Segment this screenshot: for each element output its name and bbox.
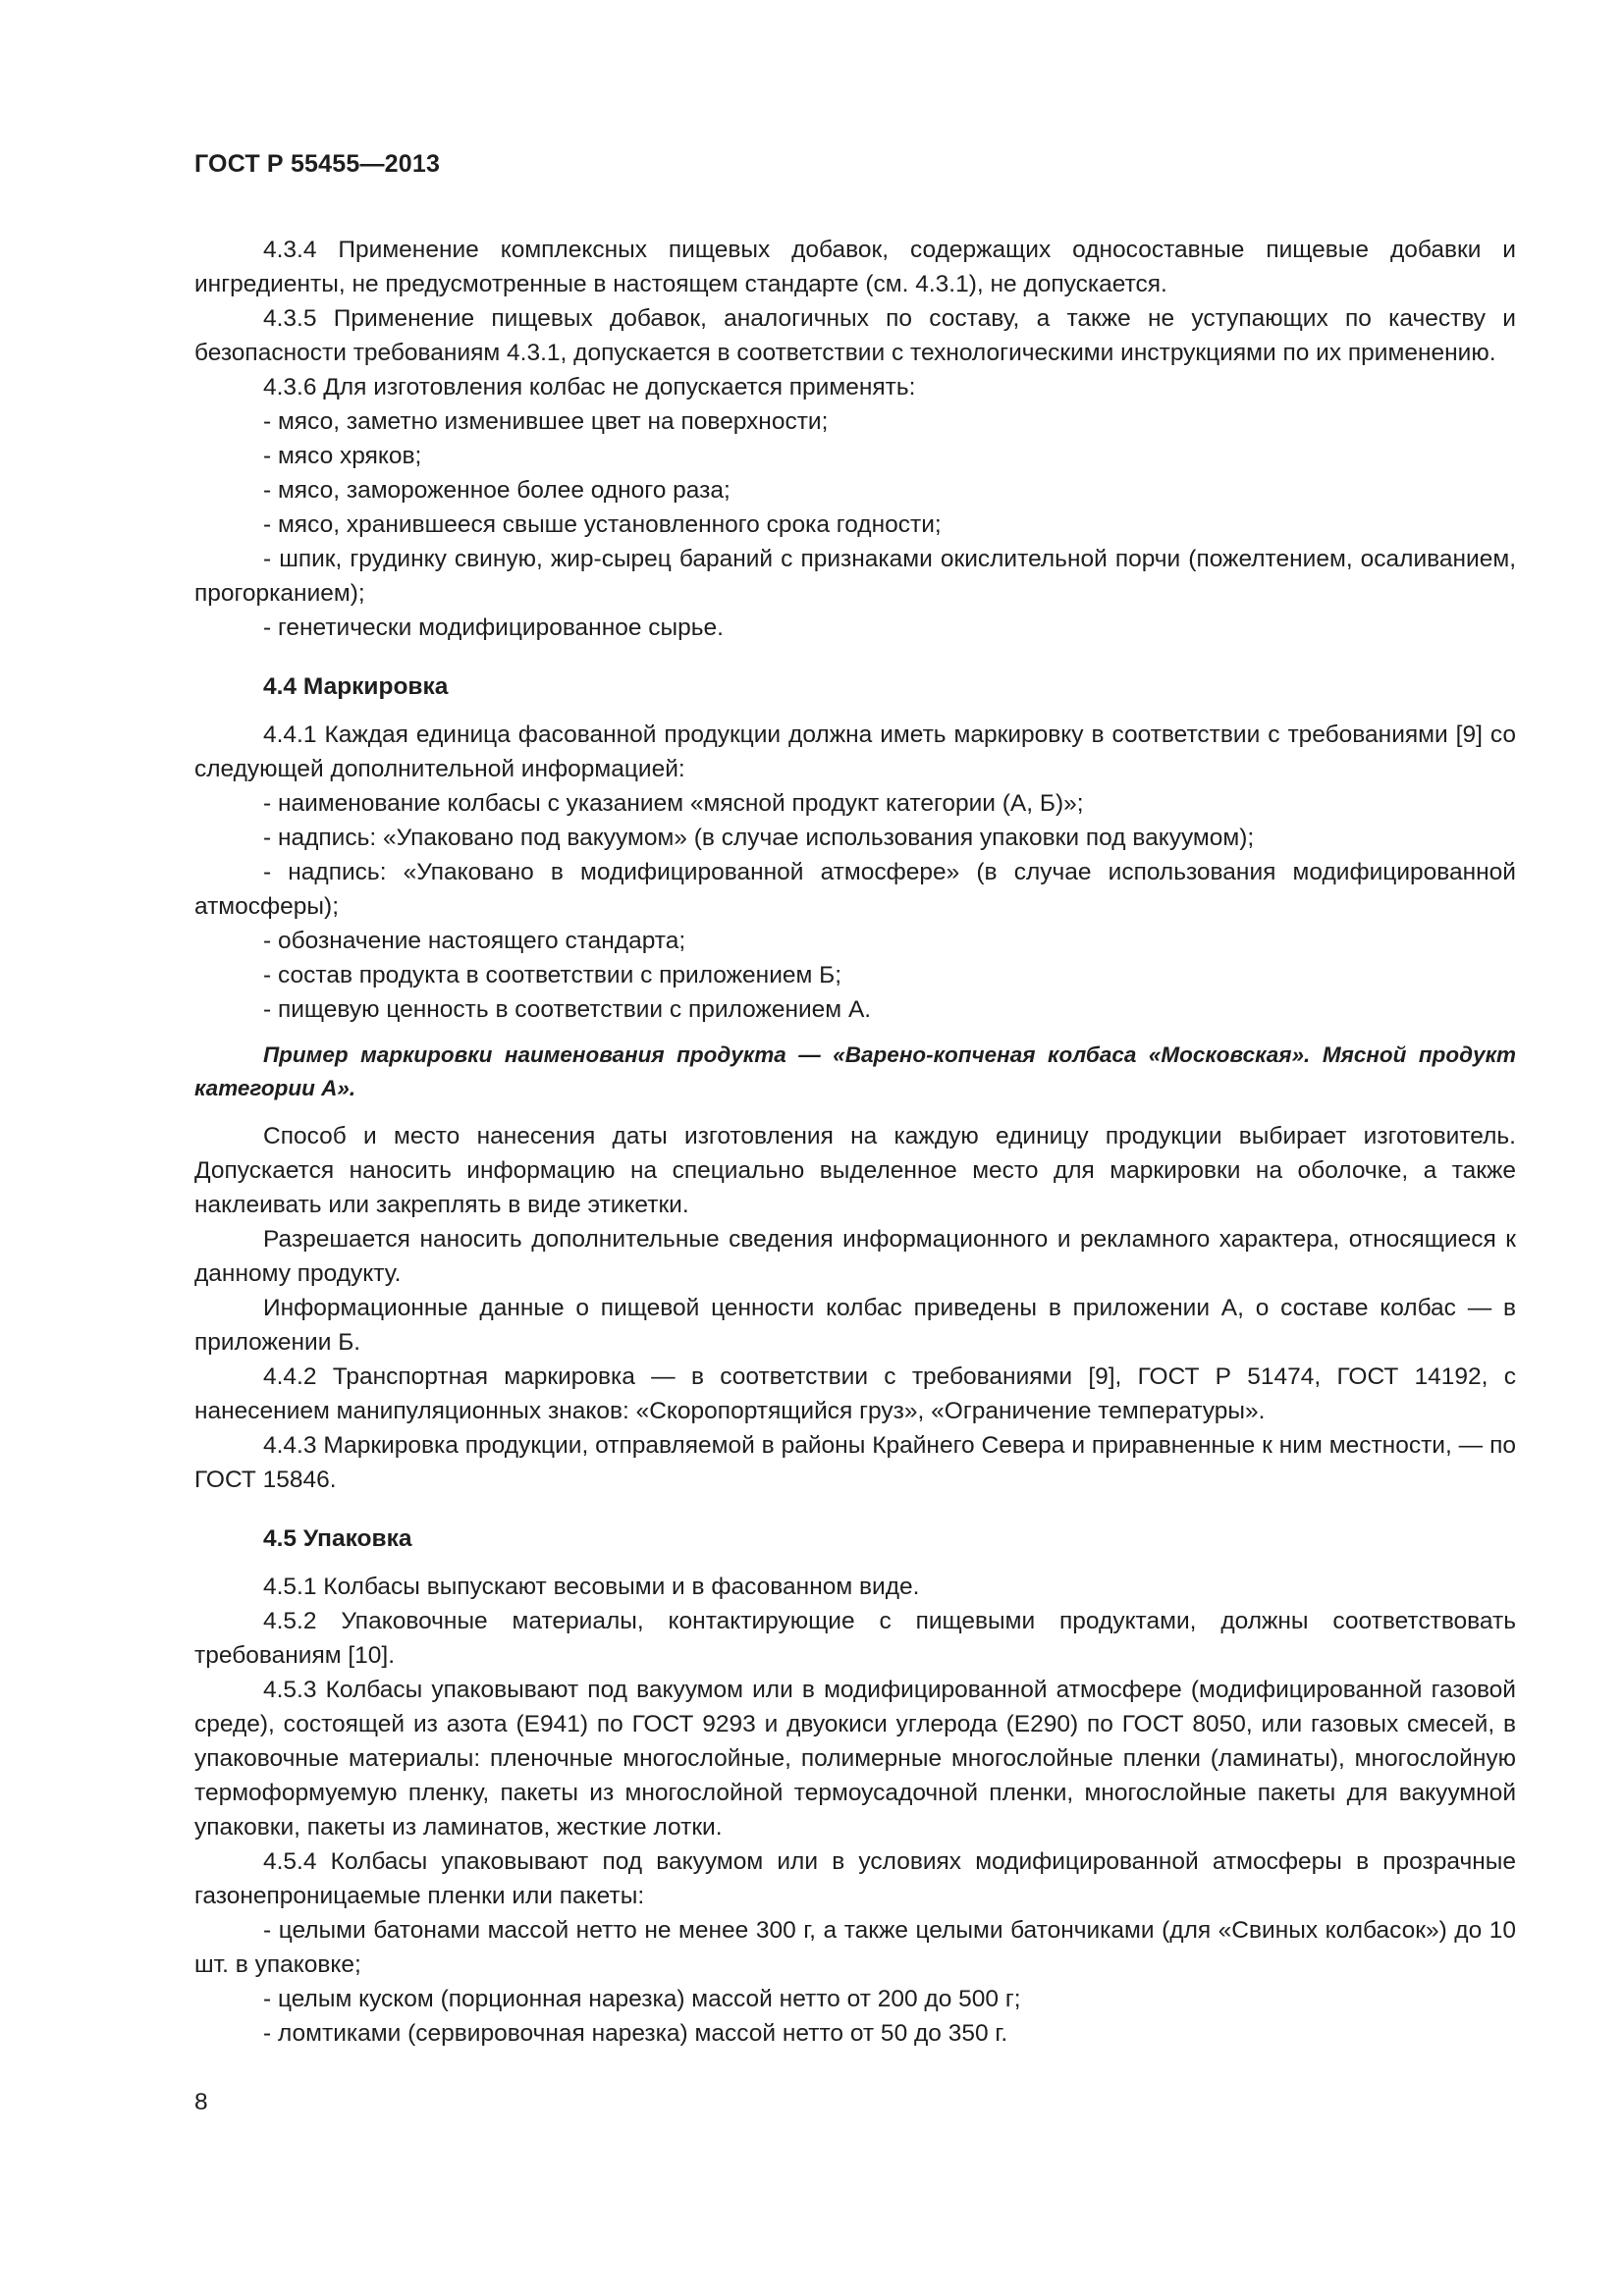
paragraph-additional-info: Разрешается наносить дополнительные сведения информационного и рекламного характера, относящиеся к данному продукту.: [194, 1226, 1516, 1287]
list-item: - шпик, грудинку свиную, жир-сырец бараний с признаками окислительной порчи (пожелтением, осаливанием, прогорканием);: [194, 546, 1516, 607]
list-item: - целым куском (порционная нарезка) массой нетто от 200 до 500 г;: [263, 1986, 1021, 2012]
paragraph-4-3-6: 4.3.6 Для изготовления колбас не допускается применять:: [263, 374, 916, 400]
list-item: - состав продукта в соответствии с приложением Б;: [263, 962, 842, 988]
marking-example: Пример маркировки наименования продукта — «Варено-копченая колбаса «Московская». Мясной продукт категории А».: [194, 1042, 1516, 1100]
paragraph-date-method: Способ и место нанесения даты изготовления на каждую единицу продукции выбирает изготовитель. Допускается наносить информацию на специально выделенное место для маркировки на оболочке, а также наклеивать или закреплять в виде этикетки.: [194, 1123, 1516, 1218]
list-item: - мясо, заметно изменившее цвет на поверхности;: [263, 408, 829, 435]
paragraph-4-4-2: 4.4.2 Транспортная маркировка — в соответствии с требованиями [9], ГОСТ Р 51474, ГОСТ 14192, с нанесением манипуляционных знаков: «Скоропортящийся груз», «Ограничение температуры».: [194, 1363, 1516, 1424]
list-item: - пищевую ценность в соответствии с приложением А.: [263, 996, 872, 1023]
paragraph-4-4-3: 4.4.3 Маркировка продукции, отправляемой в районы Крайнего Севера и приравненные к ним местности, — по ГОСТ 15846.: [194, 1432, 1516, 1493]
list-item: - надпись: «Упаковано в модифицированной атмосфере» (в случае использования модифицированной атмосферы);: [194, 859, 1516, 920]
list-item: - целыми батонами массой нетто не менее 300 г, а также целыми батончиками (для «Свиных колбасок») до 10 шт. в упаковке;: [194, 1917, 1516, 1978]
paragraph-4-5-2: 4.5.2 Упаковочные материалы, контактирующие с пищевыми продуктами, должны соответствовать требованиям [10].: [194, 1608, 1516, 1669]
document-page: [194, 147, 1516, 2051]
paragraph-nutrition-info: Информационные данные о пищевой ценности колбас приведены в приложении А, о составе колбас — в приложении Б.: [194, 1295, 1516, 1356]
list-item: - ломтиками (сервировочная нарезка) массой нетто от 50 до 350 г.: [263, 2020, 1008, 2047]
paragraph-4-3-5: 4.3.5 Применение пищевых добавок, аналогичных по составу, а также не уступающих по качеству и безопасности требованиям 4.3.1, допускается в соответствии с технологическими инструкциями по их применению.: [194, 305, 1516, 366]
list-item: - мясо, хранившееся свыше установленного срока годности;: [263, 511, 942, 538]
list-item: - мясо хряков;: [263, 443, 422, 469]
section-heading-4-4: 4.4 Маркировка: [263, 673, 449, 700]
list-item: - обозначение настоящего стандарта;: [263, 928, 686, 954]
paragraph-4-4-1: 4.4.1 Каждая единица фасованной продукции должна иметь маркировку в соответствии с требованиями [9] со следующей дополнительной информацией:: [194, 721, 1516, 782]
list-item: - наименование колбасы с указанием «мясной продукт категории (А, Б)»;: [263, 790, 1084, 817]
page-number: 8: [194, 2089, 208, 2115]
document-header: ГОСТ Р 55455—2013: [194, 150, 441, 178]
list-item: - генетически модифицированное сырье.: [263, 614, 724, 641]
section-heading-4-5: 4.5 Упаковка: [263, 1525, 412, 1552]
paragraph-4-5-4: 4.5.4 Колбасы упаковывают под вакуумом или в условиях модифицированной атмосферы в прозрачные газонепроницаемые пленки или пакеты:: [194, 1848, 1516, 1909]
list-item: - надпись: «Упаковано под вакуумом» (в случае использования упаковки под вакуумом);: [263, 825, 1255, 851]
paragraph-4-3-4: 4.3.4 Применение комплексных пищевых добавок, содержащих односоставные пищевые добавки и ингредиенты, не предусмотренные в настоящем стандарте (см. 4.3.1), не допускается.: [194, 237, 1516, 297]
list-item: - мясо, замороженное более одного раза;: [263, 477, 731, 504]
paragraph-4-5-3: 4.5.3 Колбасы упаковывают под вакуумом или в модифицированной атмосфере (модифицированной газовой среде), состоящей из азота (Е941) по ГОСТ 9293 и двуокиси углерода (Е290) по ГОСТ 8050, или газовых смесей, в упаковочные материалы: пленочные многослойные, полимерные многослойные пленки (ламинаты), многослойную термоформуемую пленку, пакеты из многослойной термоусадочной пленки, многослойные пакеты для вакуумной упаковки, пакеты из ламинатов, жесткие лотки.: [194, 1677, 1516, 1841]
paragraph-4-5-1: 4.5.1 Колбасы выпускают весовыми и в фасованном виде.: [263, 1574, 920, 1600]
